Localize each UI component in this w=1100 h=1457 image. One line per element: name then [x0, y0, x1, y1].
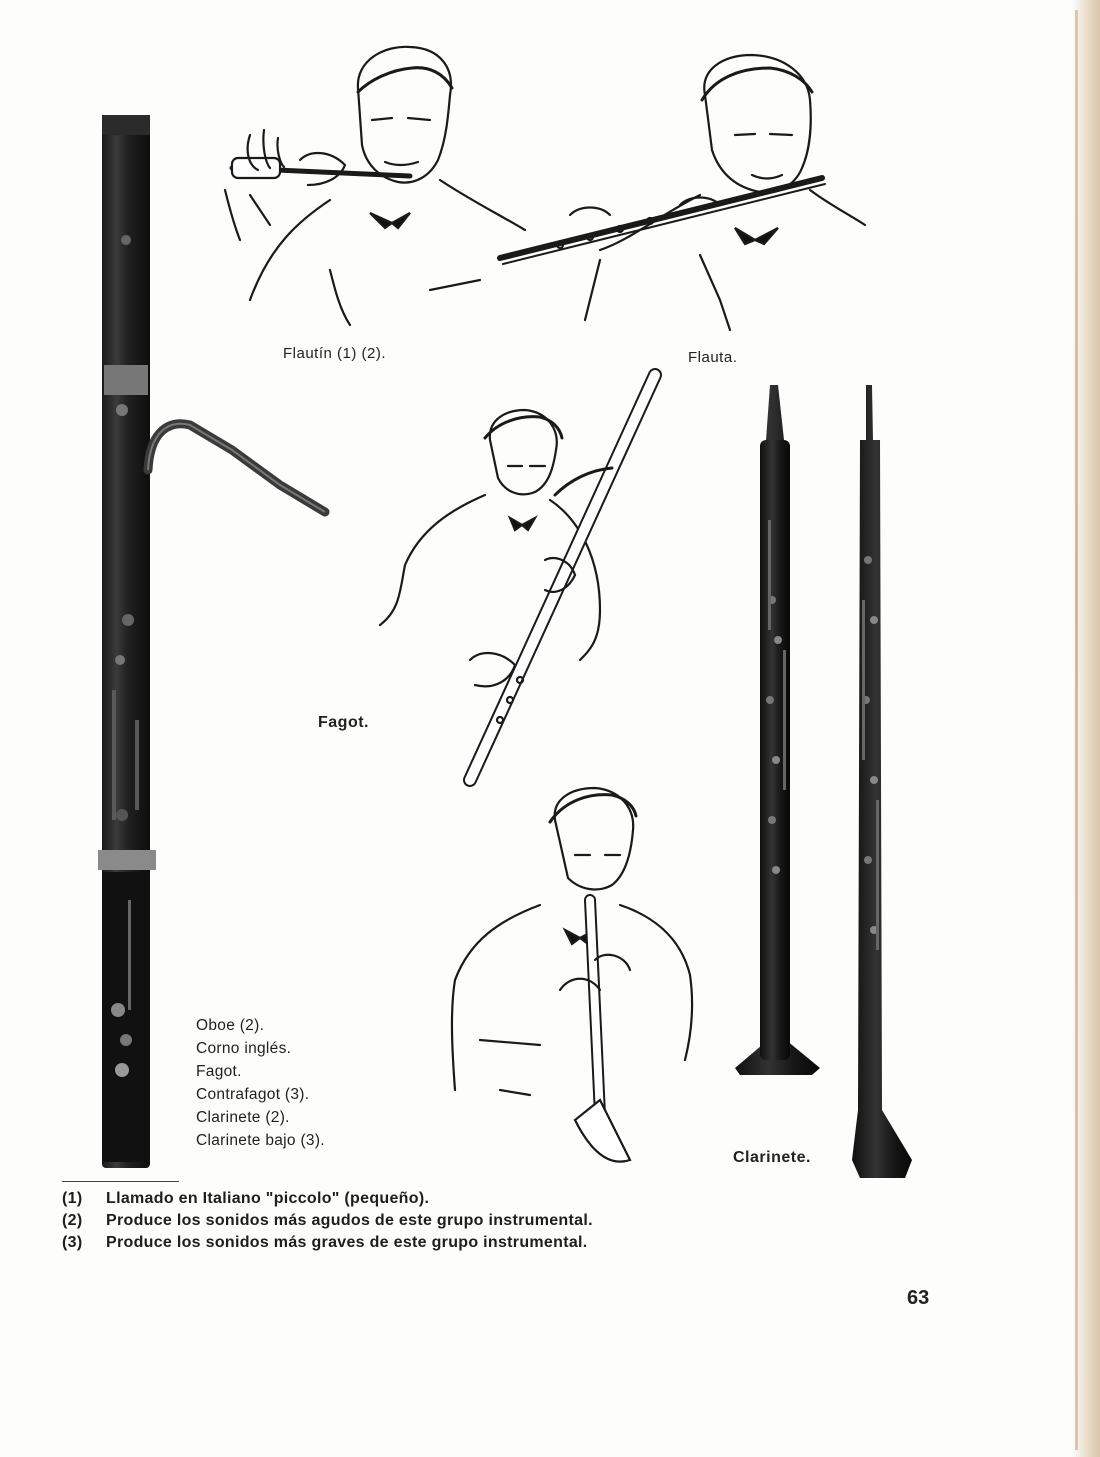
flute-player-drawing [500, 55, 865, 330]
caption-flautin: Flautín (1) (2). [283, 345, 387, 362]
footnote [62, 1232, 593, 1254]
list-item: Clarinete (2). [196, 1109, 290, 1126]
piccolo-player-drawing [225, 47, 525, 325]
clarinet-player-drawing [452, 788, 692, 1162]
footnote-marker: (1) [62, 1190, 83, 1207]
caption-flauta: Flauta. [688, 349, 738, 366]
footnote-marker: (2) [62, 1212, 83, 1229]
footnote-text: Llamado en Italiano "piccolo" (pequeño). [106, 1190, 430, 1207]
caption-clarinete: Clarinete. [733, 1149, 811, 1166]
clarinet-photo [735, 385, 820, 1075]
footnote [62, 1188, 593, 1210]
list-item: Oboe (2). [196, 1017, 265, 1034]
caption-fagot: Fagot. [318, 714, 369, 731]
list-item: Contrafagot (3). [196, 1086, 310, 1103]
list-item: Corno inglés. [196, 1040, 292, 1057]
list-item: Fagot. [196, 1063, 242, 1080]
footnote [62, 1210, 593, 1232]
bass-instrument-photo [98, 115, 325, 1168]
footnote-text: Produce los sonidos más agudos de este grupo instrumental. [106, 1212, 593, 1229]
footnote-divider [62, 1181, 179, 1182]
footnotes [62, 1188, 593, 1254]
oboe-photo [852, 385, 912, 1178]
page-number: 63 [907, 1287, 930, 1309]
footnote-text: Produce los sonidos más graves de este grupo instrumental. [106, 1234, 588, 1251]
instrument-list [196, 1014, 325, 1152]
bassoon-player-drawing [380, 375, 655, 780]
list-item: Clarinete bajo (3). [196, 1132, 325, 1149]
footnote-marker: (3) [62, 1234, 83, 1251]
